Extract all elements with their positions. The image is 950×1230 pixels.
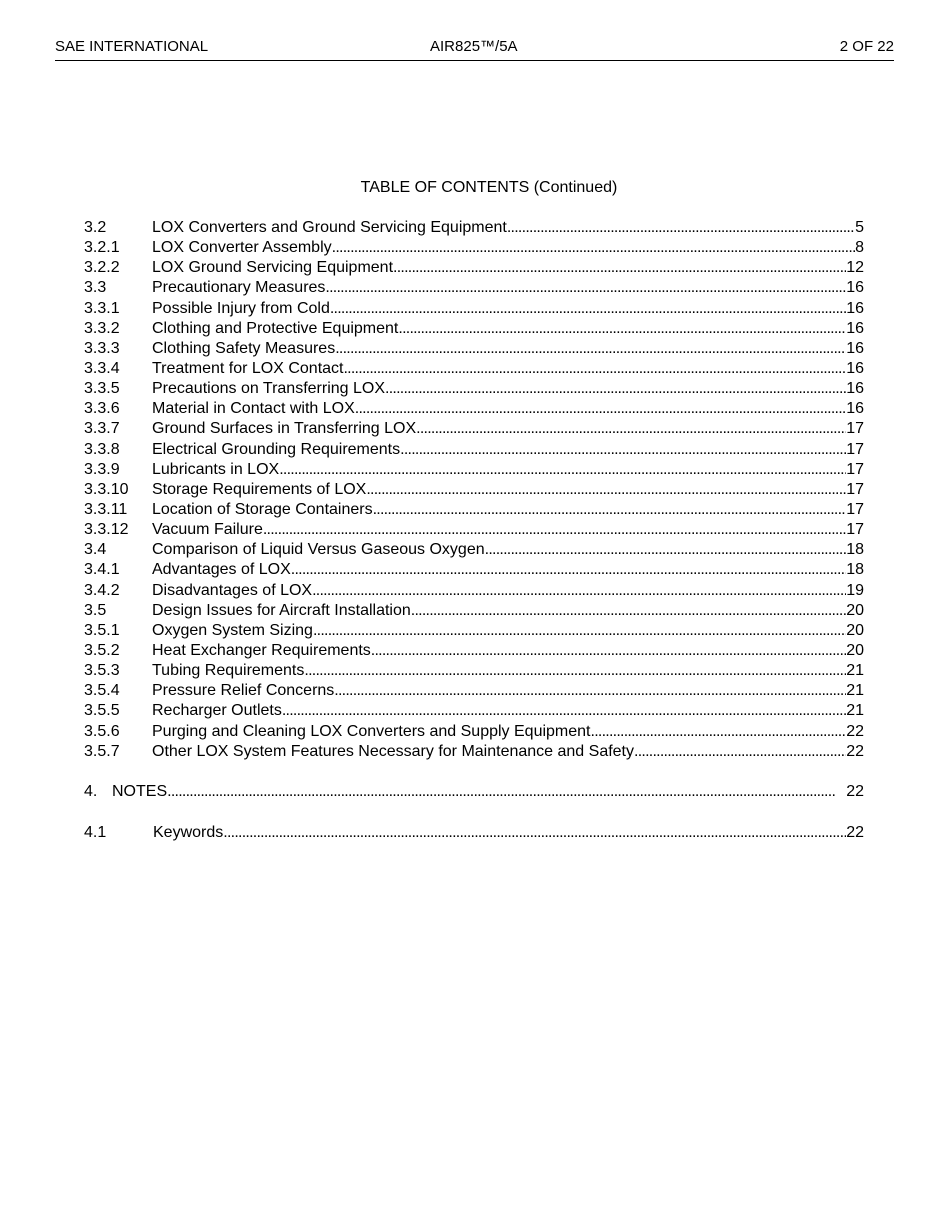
toc-leader-dots: [334, 681, 846, 701]
toc-entry-number: 3.2.1: [84, 239, 120, 257]
toc-entry-number: 3.5.3: [84, 662, 120, 680]
toc-entry-number: 3.3.6: [84, 400, 120, 418]
toc-leader-dots: [291, 560, 846, 580]
toc-entry-number: 3.3.9: [84, 460, 120, 478]
toc-entry[interactable]: [84, 238, 864, 258]
toc-entry[interactable]: [84, 440, 864, 460]
toc-entry-title: Pressure Relief Concerns: [152, 682, 335, 700]
toc-entry[interactable]: [84, 601, 864, 621]
toc-entry-title: Clothing and Protective Equipment: [152, 319, 399, 337]
toc-entry-number: 3.3.1: [84, 299, 120, 317]
page-number: 2 OF 22: [839, 38, 894, 55]
toc-entry[interactable]: [84, 701, 864, 721]
toc-leader-dots: [373, 500, 847, 520]
toc-leader-dots: [313, 621, 846, 641]
toc-entry-title: Other LOX System Features Necessary for Maintenance and Safety: [152, 742, 634, 760]
toc-leader-dots: [330, 299, 846, 319]
toc-entry-page: 19: [846, 581, 864, 599]
toc-entry-title: Recharger Outlets: [152, 702, 282, 720]
toc-entry-number: 4.1: [84, 824, 107, 841]
toc-entry-number: 3.5.2: [84, 641, 120, 659]
toc-entry-number: 3.3.7: [84, 420, 120, 438]
toc-entry-title: Disadvantages of LOX: [152, 581, 313, 599]
toc-entry-page: 16: [846, 279, 864, 297]
toc-entry-title: LOX Converters and Ground Servicing Equipment: [152, 219, 507, 236]
toc-entry-number: 3.5.6: [84, 722, 120, 740]
toc-entry[interactable]: [84, 359, 864, 379]
toc-leader-dots: [263, 520, 846, 540]
publisher-name: SAE INTERNATIONAL: [55, 38, 209, 55]
toc-entry-title: Clothing Safety Measures: [152, 339, 336, 357]
toc-entry-title: LOX Ground Servicing Equipment: [152, 259, 394, 277]
toc-leader-dots: [416, 419, 846, 439]
toc-entry-number: 3.3.5: [84, 380, 120, 398]
toc-leader-dots: [167, 782, 846, 802]
toc-entry-number: 4.: [84, 783, 98, 800]
toc-entry-page: 16: [846, 359, 864, 377]
toc-entry-title: Precautions on Transferring LOX: [152, 380, 386, 398]
toc-leader-dots: [371, 641, 846, 661]
toc-leader-dots: [355, 399, 846, 419]
toc-entry-title: Comparison of Liquid Versus Gaseous Oxygen: [152, 541, 485, 559]
toc-entry-title: Possible Injury from Cold: [152, 299, 330, 317]
toc-entry-page: 17: [846, 500, 864, 518]
toc-leader-dots: [366, 480, 846, 500]
toc-entry-page: 20: [846, 601, 864, 619]
toc-leader-dots: [485, 540, 847, 560]
toc-entry[interactable]: [84, 500, 864, 520]
toc-entry[interactable]: [84, 540, 864, 560]
toc-entry[interactable]: [84, 278, 864, 298]
toc-entry-page: 21: [846, 682, 864, 700]
toc-entry-page: 22: [846, 824, 864, 841]
toc-entry-page: 22: [846, 783, 864, 800]
toc-entry-page: 16: [846, 339, 864, 357]
toc-entry[interactable]: [84, 339, 864, 359]
toc-leader-dots: [282, 701, 846, 721]
toc-leader-dots: [325, 278, 846, 298]
toc-entry-title: Storage Requirements of LOX: [152, 480, 367, 498]
toc-leader-dots: [335, 339, 846, 359]
toc-leader-dots: [223, 823, 846, 843]
toc-entry-page: 20: [846, 641, 864, 659]
toc-entry-number: 3.2: [84, 219, 107, 236]
toc-entry[interactable]: [84, 722, 864, 742]
toc-entry-title: Design Issues for Aircraft Installation: [152, 601, 411, 619]
toc-entry-title: Electrical Grounding Requirements: [152, 440, 401, 458]
toc-entry-page: 21: [846, 662, 864, 680]
toc-title: TABLE OF CONTENTS (Continued): [360, 179, 618, 196]
toc-leader-dots: [343, 359, 846, 379]
toc-entry-number: 3.4.2: [84, 581, 120, 599]
toc-leader-dots: [634, 742, 846, 762]
toc-entry-number: 3.3.4: [84, 359, 120, 377]
toc-entry-page: 21: [846, 702, 864, 720]
toc-entry[interactable]: [84, 581, 864, 601]
toc-entry-page: 17: [846, 440, 864, 458]
toc-entry[interactable]: [84, 641, 864, 661]
toc-leader-dots: [507, 218, 855, 238]
toc-entry-number: 3.5.1: [84, 621, 120, 639]
toc-entry-page: 18: [846, 541, 864, 559]
toc-entry-number: 3.5.7: [84, 742, 120, 760]
toc-entry[interactable]: [84, 299, 864, 319]
toc-keywords-entry[interactable]: [84, 823, 864, 843]
toc-leader-dots: [312, 581, 846, 601]
toc-entry-title: Lubricants in LOX: [152, 460, 280, 478]
toc-entry[interactable]: [84, 560, 864, 580]
toc-entry-number: 3.3.11: [84, 500, 128, 518]
toc-entry-page: 8: [855, 239, 864, 257]
toc-entry-number: 3.5: [84, 601, 107, 619]
toc-entry-number: 3.3.10: [84, 480, 129, 498]
toc-entry-title: Advantages of LOX: [152, 561, 291, 579]
toc-entry-page: 5: [855, 219, 864, 236]
toc-entry-page: 16: [846, 400, 864, 418]
toc-entry-page: 20: [846, 621, 864, 639]
toc-leader-dots: [591, 722, 847, 742]
toc-entry-page: 17: [846, 460, 864, 478]
toc-leader-dots: [393, 258, 846, 278]
toc-entry-number: 3.5.4: [84, 682, 120, 700]
toc-entry-title: Treatment for LOX Contact: [152, 359, 344, 377]
toc-entry-page: 16: [846, 319, 864, 337]
toc-entry[interactable]: [84, 319, 864, 339]
toc-entry-number: 3.3.3: [84, 339, 120, 357]
toc-entry-page: 17: [846, 480, 864, 498]
toc-entry-number: 3.3.2: [84, 319, 120, 337]
toc-entry-title: Keywords: [153, 824, 224, 841]
toc-entry-page: 22: [846, 722, 864, 740]
toc-entry-page: 18: [846, 561, 864, 579]
toc-leader-dots: [304, 661, 846, 681]
toc-entry-title: Vacuum Failure: [152, 521, 263, 539]
toc-entry-title: Precautionary Measures: [152, 279, 326, 297]
toc-leader-dots: [385, 379, 846, 399]
toc-entry-number: 3.2.2: [84, 259, 120, 277]
toc-entry[interactable]: [84, 480, 864, 500]
toc-entry-title: LOX Converter Assembly: [152, 239, 332, 257]
toc-entry-number: 3.4.1: [84, 561, 120, 579]
toc-entry-page: 16: [846, 299, 864, 317]
toc-entry-title: Heat Exchanger Requirements: [152, 641, 371, 659]
toc-entry-page: 16: [846, 380, 864, 398]
toc-entry[interactable]: [84, 379, 864, 399]
toc-leader-dots: [411, 601, 846, 621]
toc-entry[interactable]: [84, 621, 864, 641]
toc-entry-title: Purging and Cleaning LOX Converters and Supply Equipment: [152, 722, 591, 740]
toc-leader-dots: [332, 238, 855, 258]
toc-entry-number: 3.3.12: [84, 521, 129, 539]
toc-entry-title: Tubing Requirements: [152, 662, 305, 680]
toc-entry[interactable]: [84, 218, 864, 238]
page-header: [55, 38, 894, 61]
toc-entry[interactable]: [84, 460, 864, 480]
toc-entry-title: Ground Surfaces in Transferring LOX: [152, 420, 417, 438]
toc-entry-title: Material in Contact with LOX: [152, 400, 355, 418]
toc-entry[interactable]: [84, 742, 864, 762]
toc-entry[interactable]: [84, 520, 864, 540]
toc-leader-dots: [398, 319, 846, 339]
toc-entry-title: NOTES: [112, 783, 168, 800]
toc-entry-title: Oxygen System Sizing: [152, 621, 313, 639]
toc-entry-number: 3.5.5: [84, 702, 120, 720]
document-id: AIR825™/5A: [430, 38, 518, 55]
toc-entry-page: 17: [846, 420, 864, 438]
toc-entry-title: Location of Storage Containers: [152, 500, 373, 518]
toc-entry-number: 3.3.8: [84, 440, 120, 458]
toc-notes-entry[interactable]: [84, 782, 864, 802]
toc-entry-page: 17: [846, 521, 864, 539]
toc-entry-page: 22: [846, 742, 864, 760]
toc-entry[interactable]: [84, 419, 864, 439]
toc-entry[interactable]: [84, 681, 864, 701]
toc-entry-page: 12: [846, 259, 864, 277]
toc-entry[interactable]: [84, 661, 864, 681]
toc-leader-dots: [400, 440, 846, 460]
toc-entry-number: 3.4: [84, 541, 107, 559]
toc-list: [84, 218, 864, 762]
toc-leader-dots: [279, 460, 846, 480]
toc-entry-number: 3.3: [84, 279, 107, 297]
toc-entry[interactable]: [84, 399, 864, 419]
toc-entry[interactable]: [84, 258, 864, 278]
